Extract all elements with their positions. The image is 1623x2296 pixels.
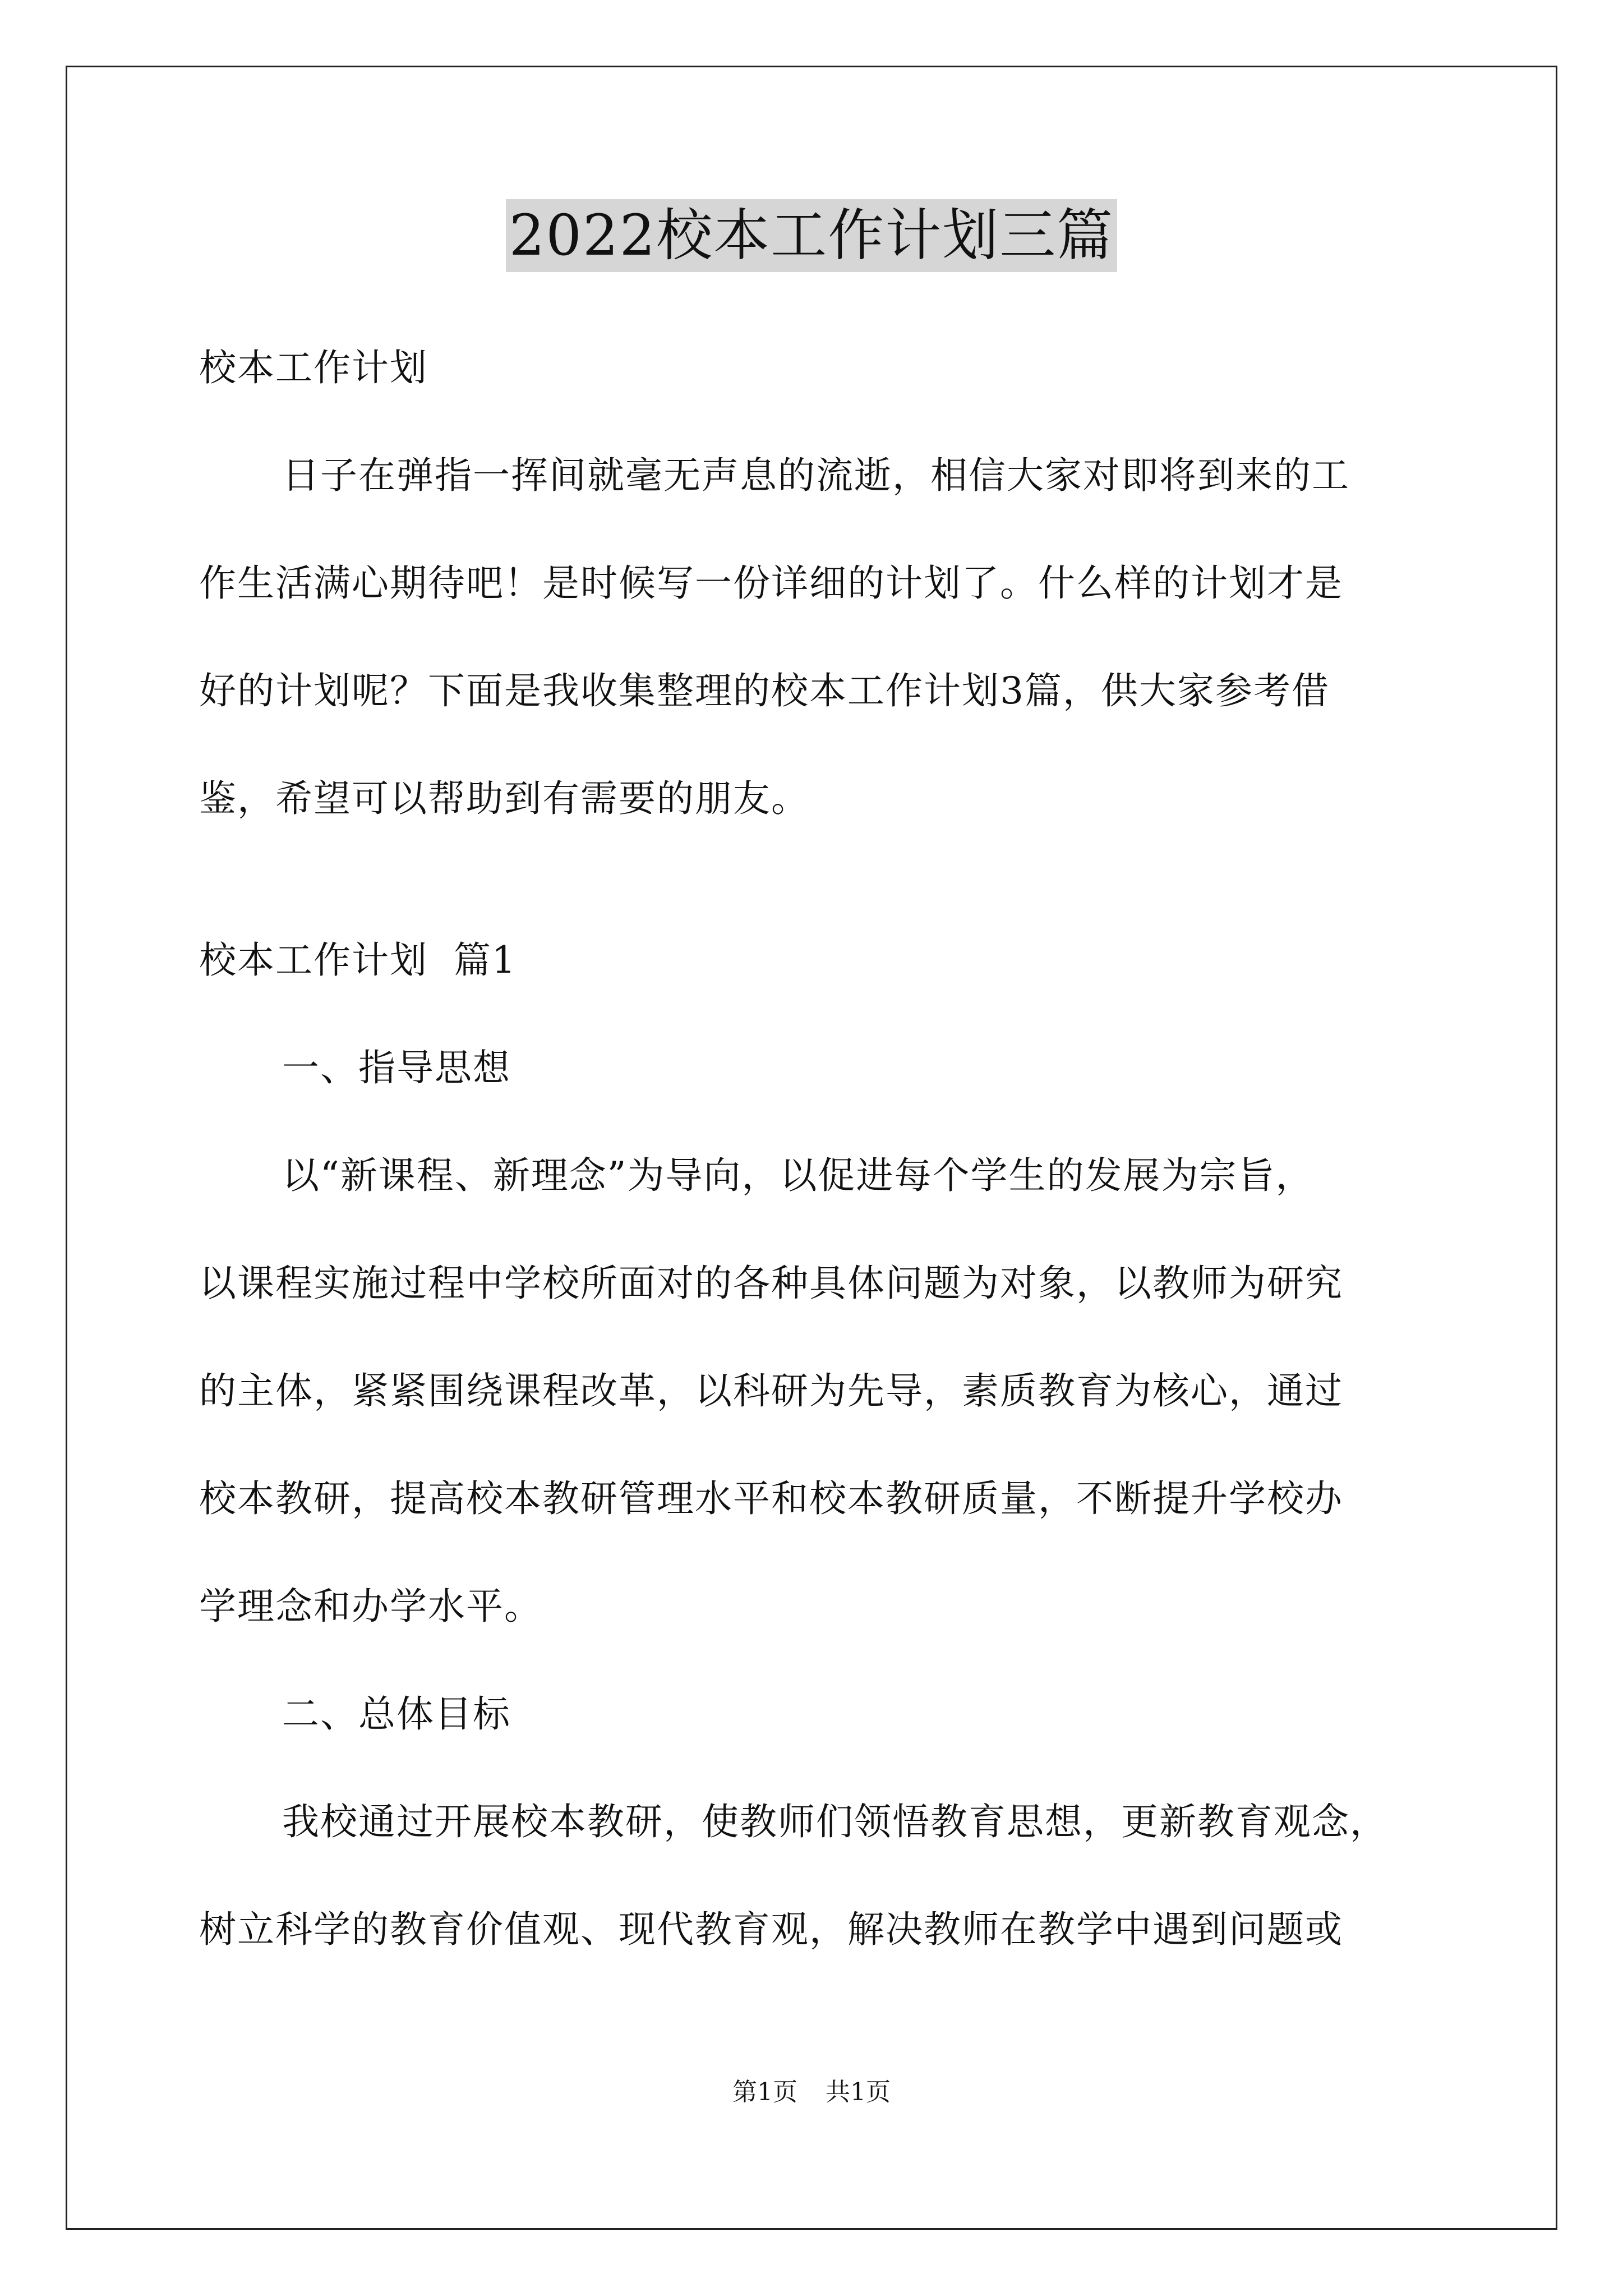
intro-line: 日子在弹指一挥间就毫无声息的流逝，相信大家对即将到来的工 [282, 454, 1350, 497]
document-heading: 校本工作计划 [199, 346, 428, 389]
title-container [0, 199, 1623, 272]
part2-line: 我校通过开展校本教研，使教师们领悟教育思想，更新教育观念， [282, 1800, 1388, 1843]
intro-line: 好的计划呢？下面是我收集整理的校本工作计划3篇，供大家参考借 [199, 669, 1330, 712]
page-footer [0, 2076, 1623, 2109]
part1-line: 校本教研，提高校本教研管理水平和校本教研质量，不断提升学校办 [199, 1477, 1343, 1520]
page-number: 第1页 [732, 2078, 797, 2106]
part1-heading: 一、指导思想 [282, 1046, 511, 1089]
part1-line: 学理念和办学水平。 [199, 1585, 542, 1628]
part2-line: 树立科学的教育价值观、现代教育观，解决教师在教学中遇到问题或 [199, 1908, 1343, 1951]
part1-line: 以课程实施过程中学校所面对的各种具体问题为对象，以教师为研究 [199, 1262, 1343, 1305]
intro-line: 作生活满心期待吧！是时候写一份详细的计划了。什么样的计划才是 [199, 562, 1343, 605]
page-total: 共1页 [826, 2078, 891, 2106]
document-title: 2022校本工作计划三篇 [506, 199, 1118, 272]
spacer [199, 853, 1450, 907]
part1-line: 的主体，紧紧围绕课程改革，以科研为先导，素质教育为核心，通过 [199, 1369, 1343, 1412]
section-title: 校本工作计划 篇1 [199, 938, 517, 982]
part1-line: 以“新课程、新理念”为导向，以促进每个学生的发展为宗旨， [282, 1154, 1314, 1197]
document-body [199, 314, 1450, 1984]
intro-line: 鉴，希望可以帮助到有需要的朋友。 [199, 777, 809, 820]
part2-heading: 二、总体目标 [282, 1692, 511, 1736]
